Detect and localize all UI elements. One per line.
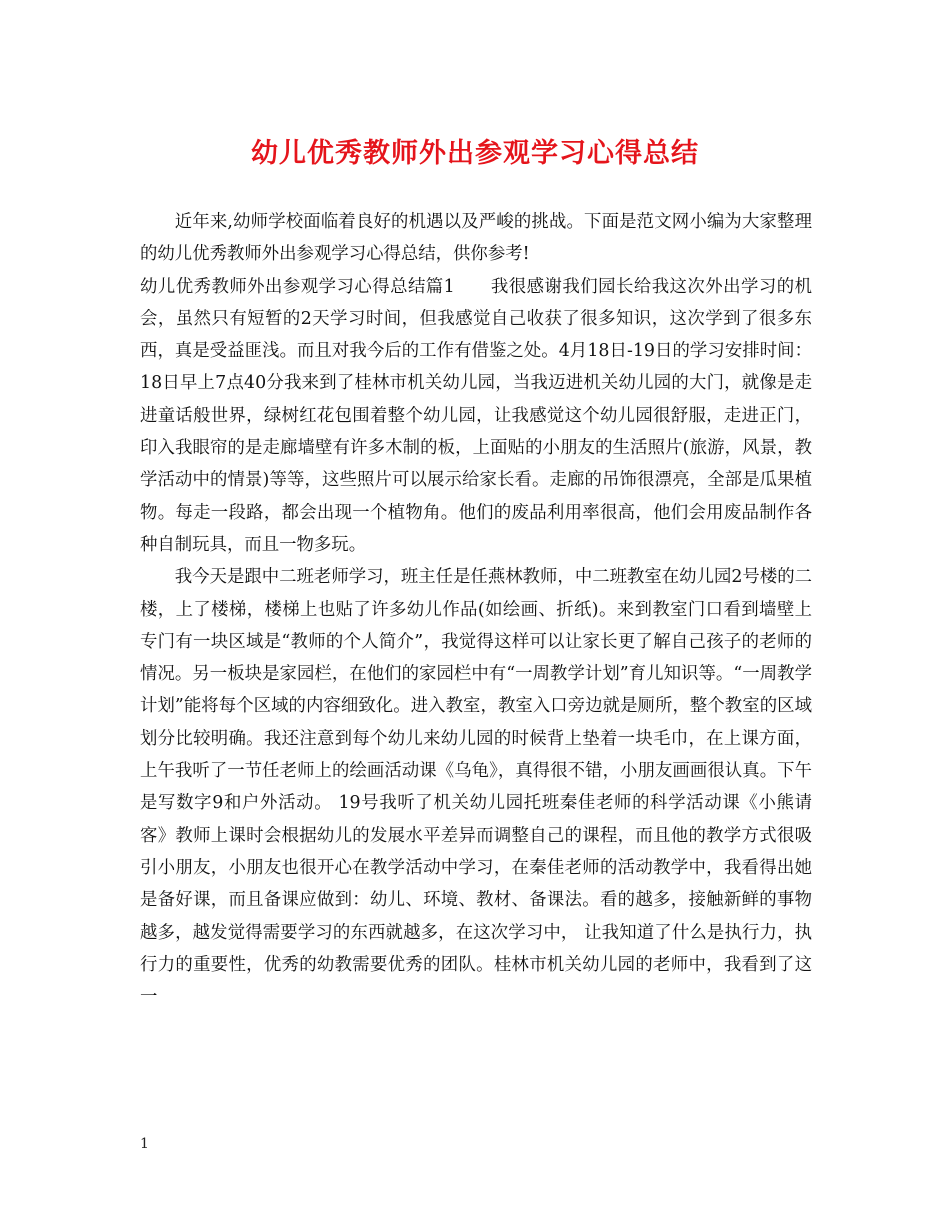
page-number: 1 xyxy=(140,1136,149,1152)
document-body xyxy=(140,206,812,1013)
paragraph-part-1: 幼儿优秀教师外出参观学习心得总结篇1 我很感谢我们园长给我这次外出学习的机会，虽然只有短暂的2天学习时间，但我感觉自己收获了很多知识，这次学到了很多东西，真是受益匪浅。而且对我今后的工作有借鉴之处。4月18日-19日的学习安排时间：18日早上7点40分我来到了桂林市机关幼儿园，当我迈进机关幼儿园的大门，就像是走进童话般世界，绿树红花包围着整个幼儿园，让我感觉这个幼儿园很舒服，走进正门，印入我眼帘的是走廊墙壁有许多木制的板，上面贴的小朋友的生活照片(旅游，风景，教学活动中的情景)等等，这些照片可以展示给家长看。走廊的吊饰很漂亮，全部是瓜果植物。每走一段路，都会出现一个植物角。他们的废品利用率很高，他们会用废品制作各种自制玩具，而且一物多玩。 xyxy=(140,276,812,555)
paragraph-intro: 近年来,幼师学校面临着良好的机遇以及严峻的挑战。下面是范文网小编为大家整理的幼儿优秀教师外出参观学习心得总结，供你参考! xyxy=(140,212,812,265)
paragraph-part-2: 我今天是跟中二班老师学习，班主任是任燕林教师，中二班教室在幼儿园2号楼的二楼，上了楼梯，楼梯上也贴了许多幼儿作品(如绘画、折纸)。来到教室门口看到墙壁上专门有一块区域是“教师的个人简介”，我觉得这样可以让家长更了解自己孩子的老师的情况。另一板块是家园栏，在他们的家园栏中有“一周教学计划”育儿知识等。“一周教学计划”能将每个区域的内容细致化。进入教室，教室入口旁边就是厕所，整个教室的区域划分比较明确。我还注意到每个幼儿来幼儿园的时候背上垫着一块毛巾，在上课方面，上午我听了一节任老师上的绘画活动课《乌龟》，真得很不错，小朋友画画很认真。下午是写数字9和户外活动。 19号我听了机关幼儿园托班秦佳老师的科学活动课《小熊请客》教师上课时会根据幼儿的发展水平差异而调整自己的课程，而且他的教学方式很吸引小朋友，小朋友也很开心在教学活动中学习，在秦佳老师的活动教学中，我看得出她是备好课，而且备课应做到：幼儿、环境、教材、备课法。看的越多，接触新鲜的事物越多，越发觉得需要学习的东西就越多，在这次学习中， 让我知道了什么是执行力，执行力的重要性，优秀的幼教需要优秀的团队。桂林市机关幼儿园的老师中，我看到了这一 xyxy=(140,567,812,1008)
document-title: 幼儿优秀教师外出参观学习心得总结 xyxy=(251,138,699,169)
